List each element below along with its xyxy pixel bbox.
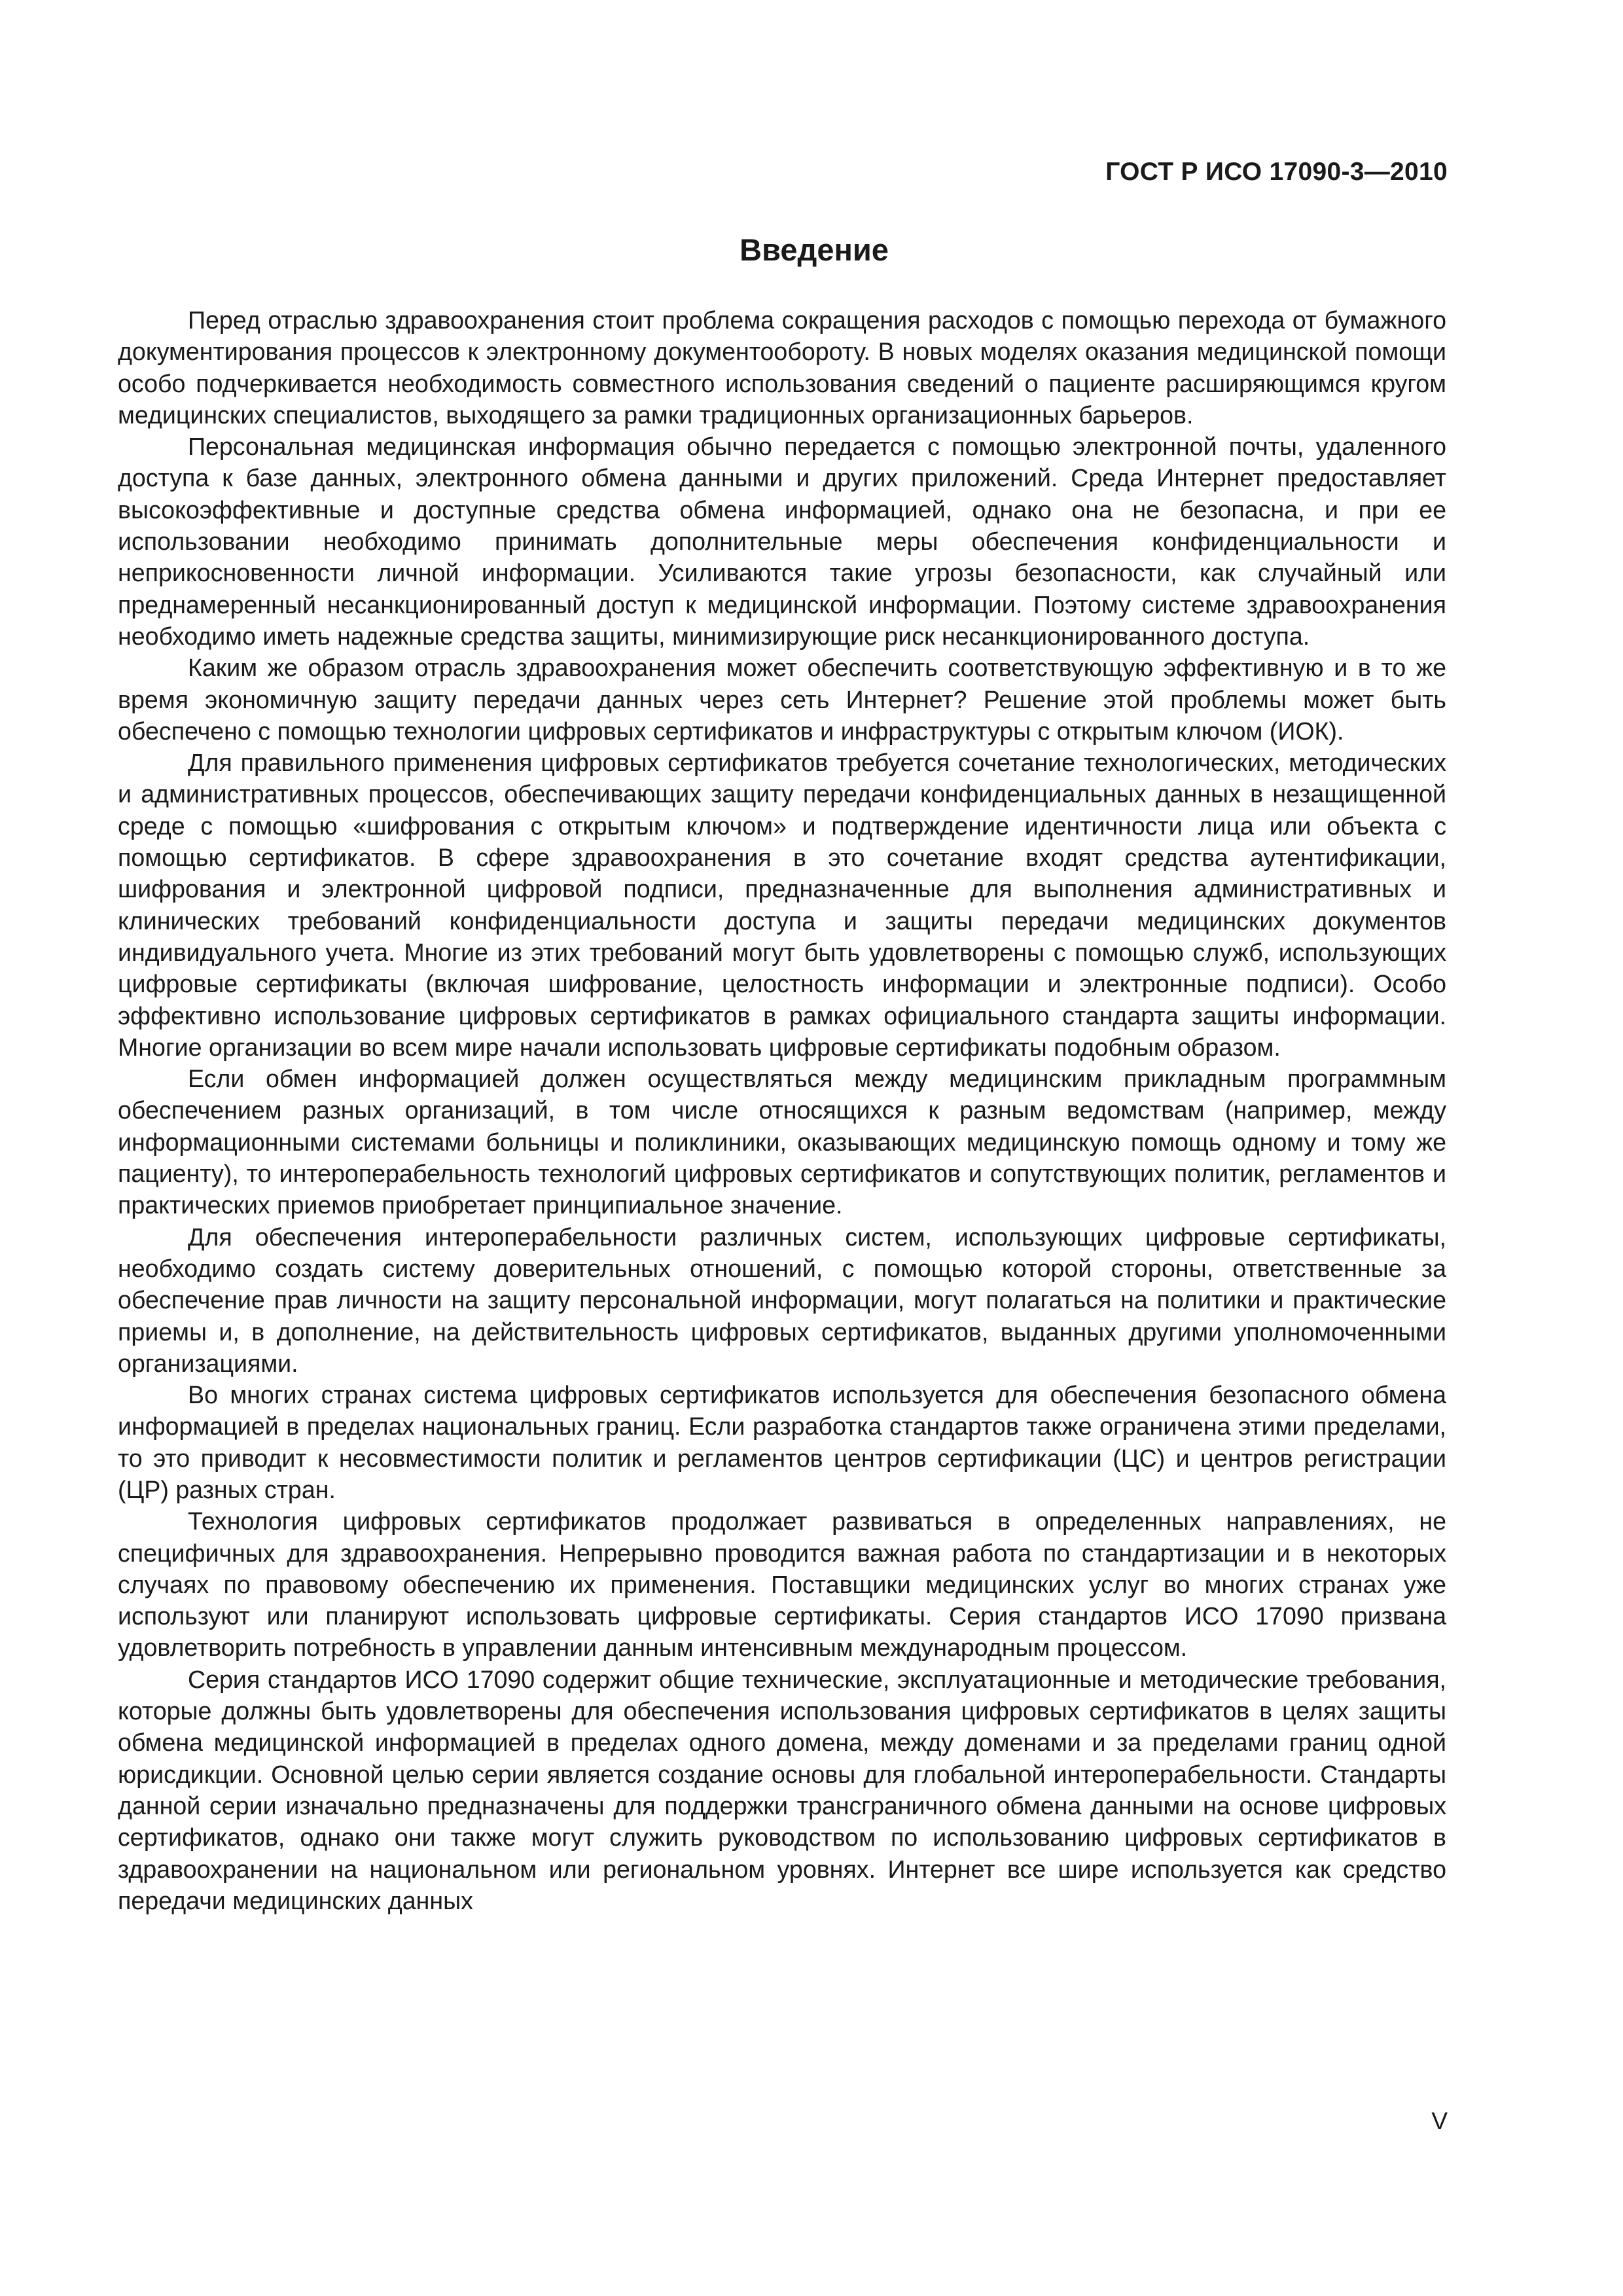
body-text	[118, 304, 1446, 1916]
section-title: Введение	[740, 232, 889, 267]
document-code: ГОСТ Р ИСО 17090-3—2010	[1105, 158, 1448, 186]
paragraph: Серия стандартов ИСО 17090 содержит общие технические, эксплуатационные и методические требования, которые должны быть удовлетворены для обеспечения использования цифровых сертификатов в целях защиты обмена медицинской информацией в пределах одного домена, между доменами и за пределами границ одной юрисдикции. Основной целью серии является создание основы для глобальной интероперабельности. Стандарты данной серии изначально предназначены для поддержки трансграничного обмена данными на основе цифровых сертификатов, однако они также могут служить руководством по использованию цифровых сертификатов в здравоохранении на национальном или региональном уровнях. Интернет все шире используется как средство передачи медицинских данных	[118, 1665, 1446, 1914]
paragraph: Персональная медицинская информация обычно передается с помощью электронной почты, удаленного доступа к базе данных, электронного обмена данными и других приложений. Среда Интернет предоставляет высокоэффективные и доступные средства обмена информацией, однако она не безопасна, и при ее использовании необходимо принимать дополнительные меры обеспечения конфиденциальности и неприкосновенности личной информации. Усиливаются такие угрозы безопасности, как случайный или преднамеренный несанкционированный доступ к медицинской информации. Поэтому системе здравоохранения необходимо иметь надежные средства защиты, минимизирующие риск несанкционированного доступа.	[118, 433, 1446, 650]
page-number: V	[1431, 2108, 1448, 2134]
paragraph: Для правильного применения цифровых сертификатов требуется сочетание технологических, методических и административных процессов, обеспечивающих защиту передачи конфиденциальных данных в незащищенной среде с помощью «шифрования с открытым ключом» и подтверждение идентичности лица или объекта с помощью сертификатов. В сфере здравоохранения в это сочетание входят средства аутентификации, шифрования и электронной цифровой подписи, предназначенные для выполнения административных и клинических требований конфиденциальности доступа и защиты передачи медицинских документов индивидуального учета. Многие из этих требований могут быть удовлетворены с помощью служб, использующих цифровые сертификаты (включая шифрование, целостность информации и электронные подписи). Особо эффективно использование цифровых сертификатов в рамках официального стандарта защиты информации. Многие организации во всем мире начали использовать цифровые сертификаты подобным образом.	[118, 749, 1446, 1061]
paragraph: Если обмен информацией должен осуществляться между медицинским прикладным программным обеспечением разных организаций, в том числе относящихся к разным ведомствам (например, между информационными системами больницы и поликлиники, оказывающих медицинскую помощь одному и тому же пациенту), то интероперабельность технологий цифровых сертификатов и сопутствующих политик, регламентов и практических приемов приобретает принципиальное значение.	[118, 1065, 1446, 1219]
paragraph: Перед отраслью здравоохранения стоит проблема сокращения расходов с помощью перехода от бумажного документирования процессов к электронному документообороту. В новых моделях оказания медицинской помощи особо подчеркивается необходимость совместного использования сведений о пациенте расширяющимся кругом медицинских специалистов, выходящего за рамки традиционных организационных барьеров.	[118, 306, 1446, 429]
paragraph: Технология цифровых сертификатов продолжает развиваться в определенных направлениях, не специфичных для здравоохранения. Непрерывно проводится важная работа по стандартизации и в некоторых случаях по правовому обеспечению их применения. Поставщики медицинских услуг во многих странах уже используют или планируют использовать цифровые сертификаты. Серия стандартов ИСО 17090 призвана удовлетворить потребность в управлении данным интенсивным международным процессом.	[118, 1507, 1446, 1662]
paragraph: Во многих странах система цифровых сертификатов используется для обеспечения безопасного обмена информацией в пределах национальных границ. Если разработка стандартов также ограничена этими пределами, то это приводит к несовместимости политик и регламентов центров сертификации (ЦС) и центров регистрации (ЦР) разных стран.	[118, 1381, 1446, 1503]
paragraph: Для обеспечения интероперабельности различных систем, использующих цифровые сертификаты, необходимо создать систему доверительных отношений, с помощью которой стороны, ответственные за обеспечение прав личности на защиту персональной информации, могут полагаться на политики и практические приемы и, в дополнение, на действительность цифровых сертификатов, выданных другими уполномоченными организациями.	[118, 1223, 1446, 1377]
paragraph: Каким же образом отрасль здравоохранения может обеспечить соответствующую эффективную и в то же время экономичную защиту передачи данных через сеть Интернет? Решение этой проблемы может быть обеспечено с помощью технологии цифровых сертификатов и инфраструктуры с открытым ключом (ИОК).	[118, 654, 1446, 745]
